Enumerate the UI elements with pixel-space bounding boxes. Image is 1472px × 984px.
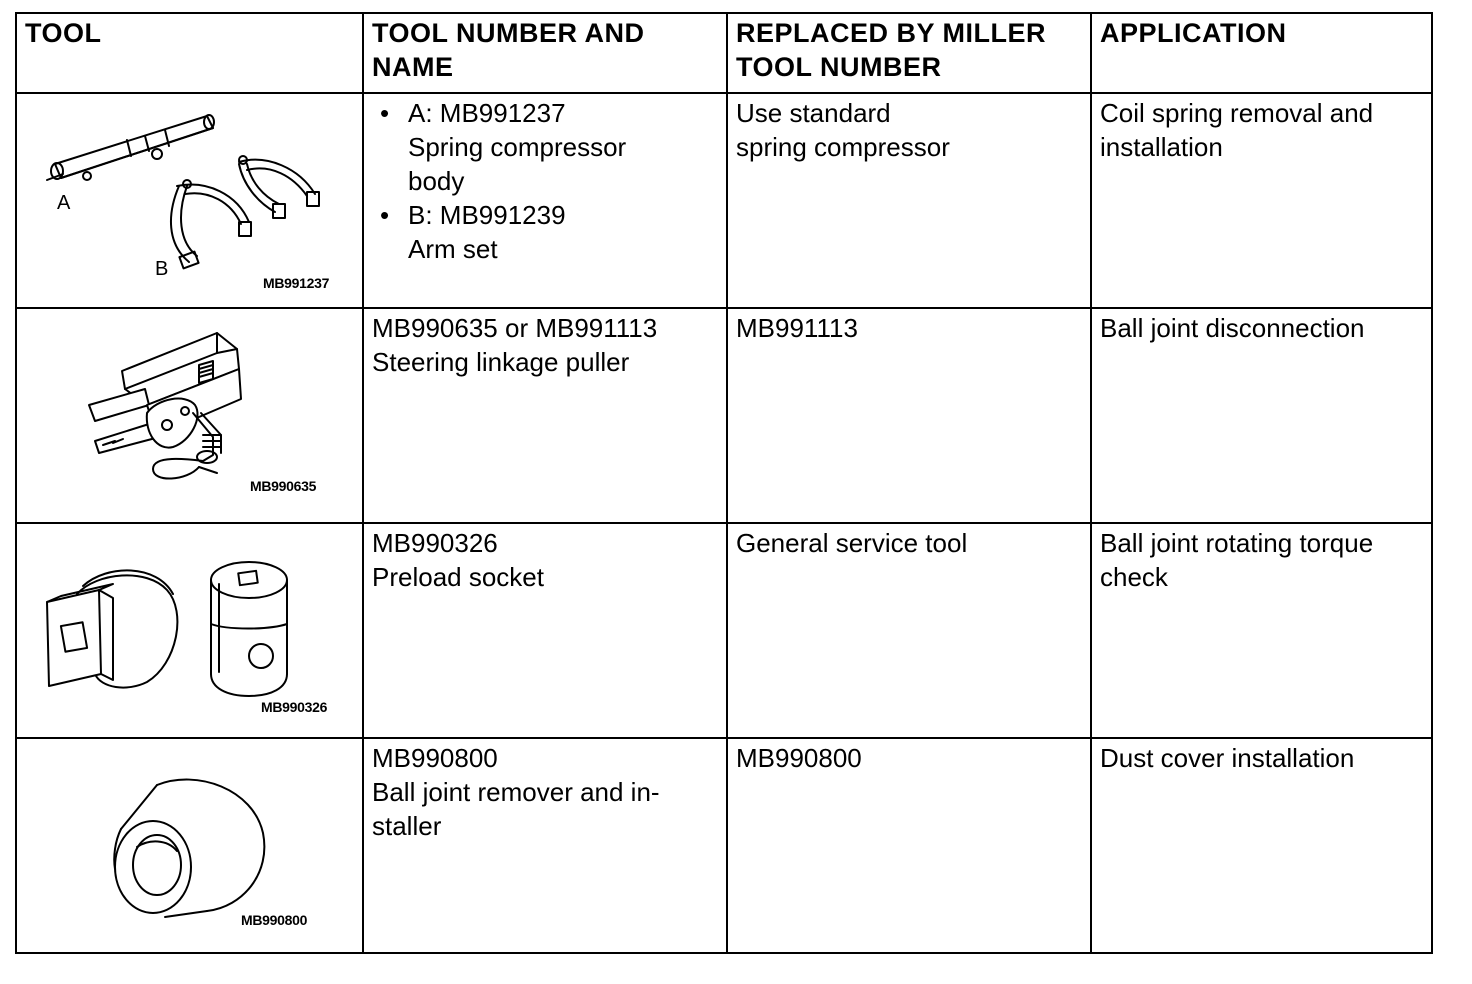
application-line1: Coil spring removal and	[1100, 98, 1374, 128]
tool-number-list	[372, 96, 718, 266]
tool-number-line1: MB990326	[372, 528, 498, 558]
tool-number-cell	[363, 523, 727, 738]
special-tools-table	[15, 12, 1433, 954]
tool-number-line2: Steering linkage puller	[372, 347, 630, 377]
label-b: B	[155, 258, 169, 280]
header-row	[16, 13, 1432, 93]
tool-number-cell	[363, 308, 727, 523]
header-replaced-line2: TOOL NUMBER	[736, 52, 942, 82]
header-tool-number-line2: NAME	[372, 52, 454, 82]
header-tool	[16, 13, 363, 93]
tool-image-cell	[16, 738, 363, 953]
application-line1: Dust cover installation	[1100, 743, 1355, 773]
application-cell	[1091, 308, 1432, 523]
tool-number-cell	[363, 738, 727, 953]
figure-label: MB991237	[263, 275, 330, 291]
item-code: • A: MB991237	[408, 98, 566, 128]
header-replaced	[727, 13, 1091, 93]
header-replaced-line1: REPLACED BY MILLER	[736, 18, 1047, 48]
header-tool-number	[363, 13, 727, 93]
list-item	[372, 198, 718, 266]
table-row	[16, 308, 1432, 523]
replaced-line1: Use standard	[736, 98, 891, 128]
tool-number-line3: staller	[372, 811, 442, 841]
replaced-cell	[727, 308, 1091, 523]
figure-label: MB990326	[261, 699, 328, 715]
application-line1: Ball joint rotating torque	[1100, 528, 1374, 558]
tool-number-line1: MB990635 or MB991113	[372, 313, 658, 343]
application-cell	[1091, 738, 1432, 953]
table-row	[16, 93, 1432, 308]
application-cell	[1091, 93, 1432, 308]
application-line1: Ball joint disconnection	[1100, 313, 1365, 343]
table-row	[16, 738, 1432, 953]
tool-number-line2: Ball joint remover and in-	[372, 777, 660, 807]
tool-image-cell	[16, 523, 363, 738]
tool-image-cell	[16, 93, 363, 308]
list-item	[372, 96, 718, 198]
replaced-line1: General service tool	[736, 528, 968, 558]
item-name-line2: body	[408, 166, 465, 196]
ball-joint-remover-icon	[17, 739, 362, 950]
application-line2: check	[1100, 562, 1168, 592]
label-a: A	[57, 192, 71, 214]
replaced-line1: MB990800	[736, 743, 862, 773]
replaced-cell	[727, 523, 1091, 738]
replaced-cell	[727, 738, 1091, 953]
header-application	[1091, 13, 1432, 93]
figure-label: MB990635	[250, 478, 317, 494]
tool-image-cell	[16, 308, 363, 523]
application-cell	[1091, 523, 1432, 738]
tool-number-cell	[363, 93, 727, 308]
table-row	[16, 523, 1432, 738]
tool-number-line1: MB990800	[372, 743, 498, 773]
replaced-line2: spring compressor	[736, 132, 950, 162]
replaced-cell	[727, 93, 1091, 308]
application-line2: installation	[1100, 132, 1223, 162]
item-name-line1: Spring compressor	[408, 132, 627, 162]
header-tool-number-line1: TOOL NUMBER AND	[372, 18, 645, 48]
figure-label: MB990800	[241, 912, 308, 928]
tool-number-line2: Preload socket	[372, 562, 544, 592]
item-code: • B: MB991239	[408, 200, 566, 230]
header-tool-text: TOOL	[25, 18, 102, 48]
item-name-line1: Arm set	[408, 234, 498, 264]
header-application-text: APPLICATION	[1100, 18, 1287, 48]
replaced-line1: MB991113	[736, 313, 858, 343]
